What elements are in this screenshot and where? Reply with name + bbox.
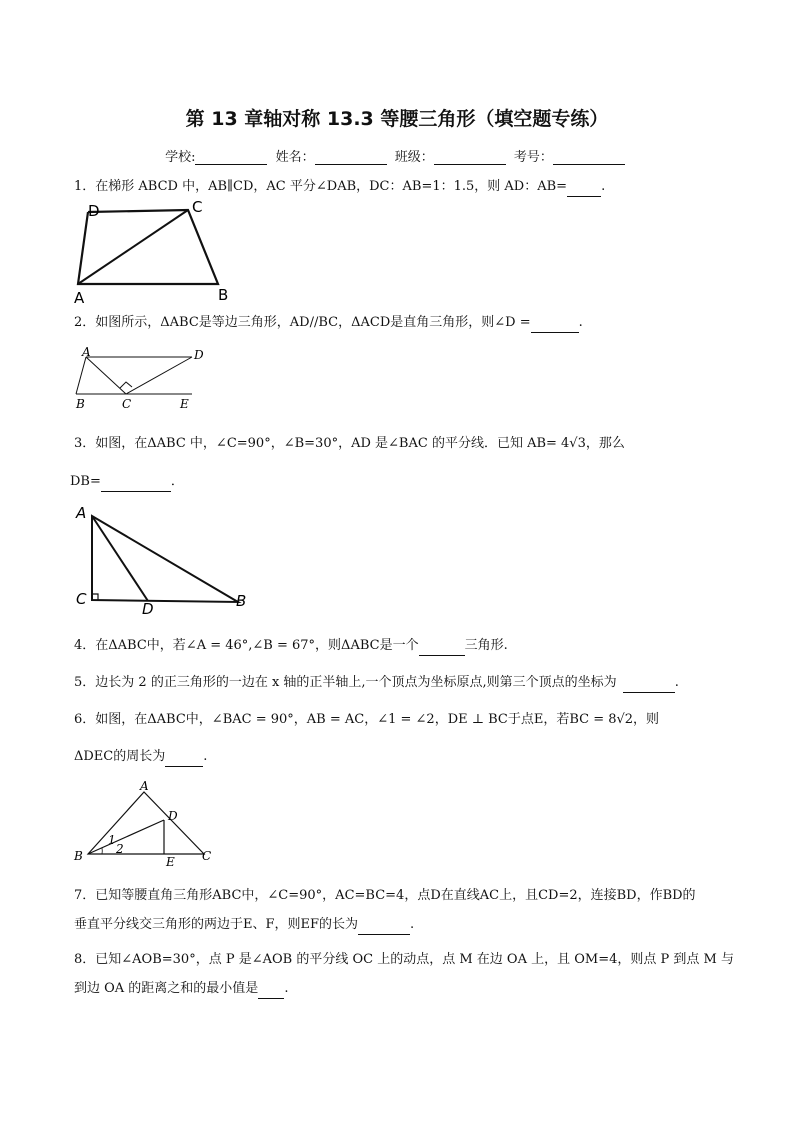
answer-blank[interactable] [623, 679, 675, 693]
question-tail: . [578, 315, 583, 330]
segment-ad [92, 516, 148, 601]
class-blank[interactable] [434, 151, 506, 165]
trapezoid-outline [78, 210, 218, 284]
number-blank[interactable] [553, 151, 625, 165]
question-2 [74, 313, 734, 333]
label-a: A [76, 504, 87, 522]
answer-blank[interactable] [258, 985, 284, 999]
school-blank[interactable] [195, 151, 267, 165]
school-label: 学校: [165, 150, 196, 165]
label-d: D [88, 202, 100, 220]
question-tail: . [284, 981, 289, 996]
question-text: 已知等腰直角三角形ABC中，∠C=90°，AC=BC=4，点D在直线AC上，且CD=2，连接BD，作BD的 [95, 888, 696, 903]
name-label: 姓名： [275, 150, 315, 165]
figure-6 [72, 780, 222, 870]
question-5 [74, 673, 734, 693]
question-text: DB= [70, 474, 101, 489]
label-c: C [192, 198, 203, 216]
question-number: 8． [74, 952, 96, 967]
question-3 [74, 434, 734, 454]
question-number: 7． [74, 888, 96, 903]
question-7-line-2 [74, 915, 734, 935]
page-title: 第 13 章轴对称 13.3 等腰三角形（填空题专练） [185, 108, 609, 130]
label-c: C [76, 590, 87, 608]
label-e: E [166, 855, 175, 869]
answer-blank[interactable] [567, 183, 601, 197]
question-4 [74, 636, 734, 656]
question-text: 在梯形 ABCD 中，AB∥CD，AC 平分∠DAB，DC：AB=1：1.5，则 AD：AB= [95, 179, 568, 194]
question-number: 3． [74, 436, 96, 451]
question-text: 如图，在ΔABC中，∠BAC = 90°，AB = AC，∠1 = ∠2，DE ⊥ BC于点E，若BC = 8√2，则 [95, 712, 660, 727]
question-8 [74, 950, 734, 970]
number-label: 考号： [513, 150, 553, 165]
question-number: 4． [74, 638, 96, 653]
label-a: A [74, 289, 85, 307]
triangle-abc [88, 792, 204, 854]
question-1 [74, 177, 734, 197]
label-a: A [82, 345, 91, 359]
label-b: B [74, 849, 83, 863]
name-blank[interactable] [315, 151, 387, 165]
label-b: B [236, 592, 247, 610]
question-8-line-2 [74, 979, 734, 999]
question-text: ΔDEC的周长为 [74, 749, 166, 764]
label-angle-1: 1 [108, 833, 116, 847]
question-number: 5． [74, 675, 96, 690]
answer-blank[interactable] [358, 921, 410, 935]
label-a: A [140, 779, 149, 793]
diagonal-ac [78, 210, 188, 284]
label-b: B [76, 397, 85, 411]
question-7 [74, 886, 734, 906]
question-text: 在ΔABC中，若∠A = 46°,∠B = 67°，则ΔABC是一个 [95, 638, 419, 653]
label-c: C [202, 849, 212, 863]
question-6-line-2 [74, 747, 734, 767]
question-text: 边长为 2 的正三角形的一边在 x 轴的正半轴上,一个顶点为坐标原点,则第三个顶点的坐标为 [95, 675, 617, 690]
triangle-abc [92, 516, 238, 602]
answer-blank[interactable] [531, 319, 579, 333]
figure-1-trapezoid [70, 198, 240, 307]
label-angle-2: 2 [116, 842, 124, 856]
class-label: 班级： [394, 150, 434, 165]
question-number: 2． [74, 315, 96, 330]
label-c: C [122, 397, 132, 411]
question-text: 已知∠AOB=30°，点 P 是∠AOB 的平分线 OC 上的动点，点 M 在边 OA 上，且 OM=4，则点 P 到点 M 与 [95, 952, 734, 967]
question-tail: . [410, 917, 415, 932]
segment-bd [88, 820, 164, 854]
question-text: 如图所示，ΔABC是等边三角形，AD//BC，ΔACD是直角三角形，则∠D = [95, 315, 531, 330]
label-b: B [218, 286, 229, 304]
question-tail: ． [170, 474, 184, 489]
answer-blank[interactable] [101, 478, 171, 492]
question-tail: . [674, 675, 679, 690]
student-info-line [0, 146, 794, 165]
right-angle-mark [120, 382, 132, 388]
question-tail: . [601, 179, 606, 194]
answer-blank[interactable] [419, 642, 465, 656]
figure-2 [76, 345, 216, 412]
question-tail: 三角形. [464, 638, 508, 653]
segment-ab [76, 357, 86, 394]
label-d: D [194, 348, 204, 362]
segment-cd [126, 357, 192, 394]
answer-blank[interactable] [165, 753, 203, 767]
question-text: 如图，在ΔABC 中，∠C=90°，∠B=30°，AD 是∠BAC 的平分线．已知 AB= 4√3，那么 [95, 436, 625, 451]
figure-3 [72, 506, 262, 616]
question-number: 6． [74, 712, 96, 727]
label-e: E [180, 397, 189, 411]
question-6 [74, 710, 734, 730]
question-number: 1． [74, 179, 96, 194]
question-tail: . [203, 749, 208, 764]
segment-ac [86, 357, 126, 394]
question-text: 垂直平分线交三角形的两边于E、F，则EF的长为 [74, 917, 359, 932]
question-3-line-2 [70, 472, 730, 492]
label-d: D [168, 809, 178, 823]
question-text: 到边 OA 的距离之和的最小值是 [74, 981, 259, 996]
label-d: D [142, 600, 154, 618]
